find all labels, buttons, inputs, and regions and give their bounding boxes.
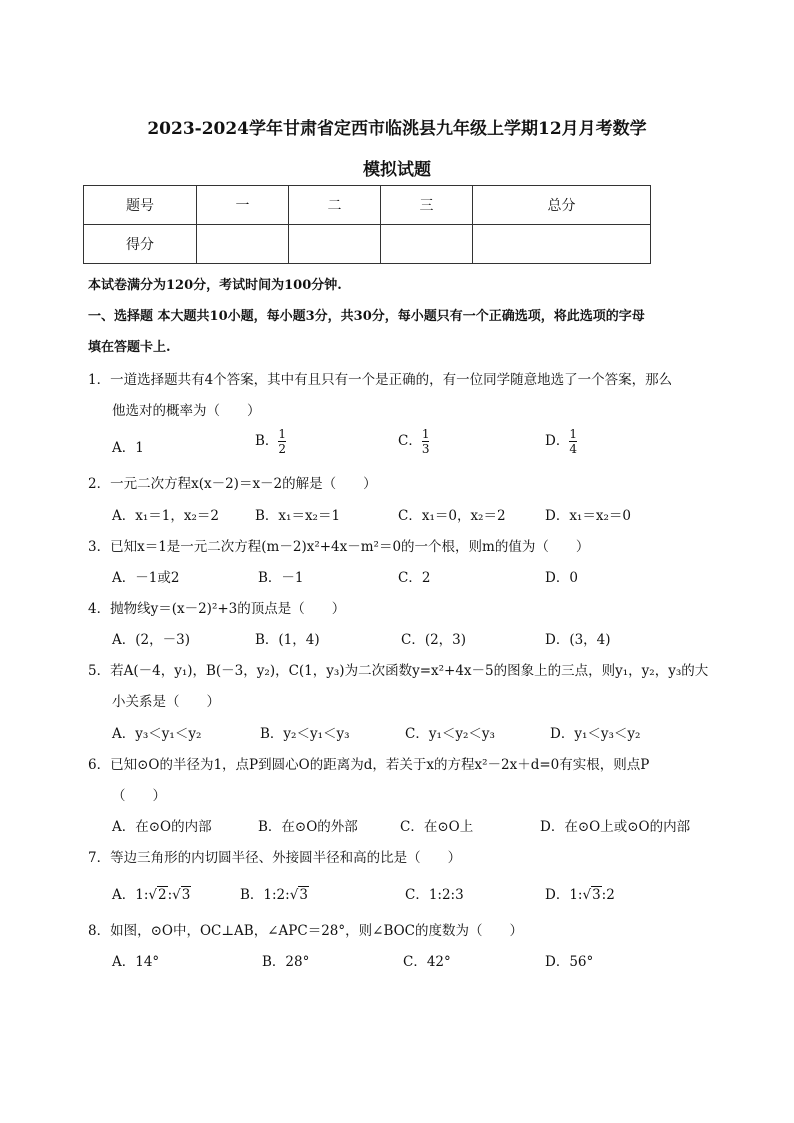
q3-option-a: A．－1或2 xyxy=(112,570,180,586)
q7-option-c: C．1:2:3 xyxy=(405,887,464,903)
q7-option-d xyxy=(545,883,615,903)
q4-option-c: C．(2，3) xyxy=(401,632,467,648)
q2-stem: 2．一元二次方程x(x－2)＝x－2的解是（ ） xyxy=(88,476,377,492)
q6-stem: 6．已知⊙O的半径为1，点P到圆心O的距离为d，若关于x的方程x²－2x＋d=0有实根，则点P xyxy=(88,757,650,773)
title-line-2: 模拟试题 xyxy=(363,160,431,180)
q4-option-d: D．(3，4) xyxy=(545,632,611,648)
score-input-cell[interactable] xyxy=(289,225,381,264)
score-cell: 三 xyxy=(381,186,473,225)
radicand: 3 xyxy=(299,887,308,903)
q4-option-a: A．(2，－3) xyxy=(112,632,190,648)
option-text: A．1: xyxy=(112,887,149,903)
q3-option-b: B．－1 xyxy=(258,570,304,586)
q2-option-d: D．x₁＝x₂＝0 xyxy=(545,508,631,524)
q6-option-b: B．在⊙O的外部 xyxy=(258,819,358,835)
section-heading: 一、选择题 本大题共10小题，每小题3分，共30分，每小题只有一个正确选项，将此选项的字母 xyxy=(88,309,645,324)
sqrt-expression: √3 xyxy=(172,887,191,903)
q3-stem: 3．已知x＝1是一元二次方程(m－2)x²+4x－m²＝0的一个根，则m的值为（ ） xyxy=(88,539,590,555)
numerator: 1 xyxy=(278,427,287,441)
q7-option-a xyxy=(112,883,191,903)
section-heading-cont: 填在答题卡上. xyxy=(88,340,171,355)
score-input-cell[interactable] xyxy=(473,225,651,264)
q8-option-c: C．42° xyxy=(403,954,451,970)
sqrt-expression: √3 xyxy=(582,887,601,903)
radicand: 2 xyxy=(158,887,167,903)
q3-option-d: D．0 xyxy=(545,570,578,586)
denominator: 2 xyxy=(278,442,287,456)
fraction xyxy=(569,427,577,456)
intro-text: 本试卷满分为120分，考试时间为100分钟. xyxy=(88,278,342,293)
q1-option-b xyxy=(255,427,286,456)
option-text: B．1:2: xyxy=(240,887,290,903)
numerator: 1 xyxy=(421,427,430,441)
option-label: D． xyxy=(545,433,570,449)
q5-option-a: A．y₃＜y₁＜y₂ xyxy=(112,726,202,742)
q4-stem: 4．抛物线y＝(x－2)²+3的顶点是（ ） xyxy=(88,601,346,617)
sqrt-expression: √2 xyxy=(148,887,167,903)
score-cell: 总分 xyxy=(473,186,651,225)
radicand: 3 xyxy=(592,887,601,903)
q3-option-c: C．2 xyxy=(398,570,431,586)
option-label: C． xyxy=(398,433,422,449)
q8-stem: 8．如图，⊙O中，OC⊥AB，∠APC＝28°，则∠BOC的度数为（ ） xyxy=(88,923,524,939)
sqrt-expression: √3 xyxy=(289,887,308,903)
score-cell: 题号 xyxy=(84,186,197,225)
fraction xyxy=(422,427,430,456)
score-table-score-row xyxy=(84,225,651,264)
option-text: : xyxy=(167,887,173,903)
q6-stem-cont: （ ） xyxy=(112,788,166,804)
q1-option-d xyxy=(545,427,577,456)
score-cell: 一 xyxy=(197,186,289,225)
option-text: D．1: xyxy=(545,887,583,903)
q6-option-d: D．在⊙O上或⊙O的内部 xyxy=(540,819,691,835)
score-table xyxy=(83,185,651,264)
q5-option-b: B．y₂＜y₁＜y₃ xyxy=(260,726,350,742)
q8-option-a: A．14° xyxy=(112,954,160,970)
q5-option-c: C．y₁＜y₂＜y₃ xyxy=(405,726,495,742)
title-line-1: 2023-2024学年甘肃省定西市临洮县九年级上学期12月月考数学 xyxy=(147,119,647,139)
score-table-header-row xyxy=(84,186,651,225)
q5-stem: 5．若A(－4，y₁)，B(－3，y₂)，C(1，y₃)为二次函数y=x²+4x－5的图象上的三点，则y₁，y₂，y₃的大 xyxy=(88,663,709,679)
score-cell: 二 xyxy=(289,186,381,225)
numerator: 1 xyxy=(569,427,577,441)
fraction xyxy=(278,427,286,456)
q2-option-b: B．x₁＝x₂＝1 xyxy=(255,508,341,524)
q1-option-a: A．1 xyxy=(112,440,144,456)
q7-stem: 7．等边三角形的内切圆半径、外接圆半径和高的比是（ ） xyxy=(88,850,462,866)
q8-option-b: B．28° xyxy=(262,954,310,970)
q2-option-c: C．x₁＝0，x₂＝2 xyxy=(398,508,506,524)
score-cell: 得分 xyxy=(84,225,197,264)
radicand: 3 xyxy=(181,887,191,903)
option-label: B． xyxy=(255,433,279,449)
q8-option-d: D．56° xyxy=(545,954,594,970)
q5-stem-cont: 小关系是（ ） xyxy=(112,694,220,710)
q4-option-b: B．(1，4) xyxy=(255,632,320,648)
q2-option-a: A．x₁＝1，x₂＝2 xyxy=(112,508,219,524)
q6-option-a: A．在⊙O的内部 xyxy=(112,819,212,835)
q1-stem: 1．一道选择题共有4个答案，其中有且只有一个是正确的，有一位同学随意地选了一个答案，那么 xyxy=(88,372,673,388)
score-input-cell[interactable] xyxy=(381,225,473,264)
q7-option-b xyxy=(240,883,309,903)
q1-stem-cont: 他选对的概率为（ ） xyxy=(112,403,261,419)
q5-option-d: D．y₁＜y₃＜y₂ xyxy=(550,726,641,742)
option-text: :2 xyxy=(601,887,615,903)
score-input-cell[interactable] xyxy=(197,225,289,264)
denominator: 4 xyxy=(569,442,577,456)
q1-option-c xyxy=(398,427,429,456)
q6-option-c: C．在⊙O上 xyxy=(400,819,474,835)
denominator: 3 xyxy=(421,442,430,456)
